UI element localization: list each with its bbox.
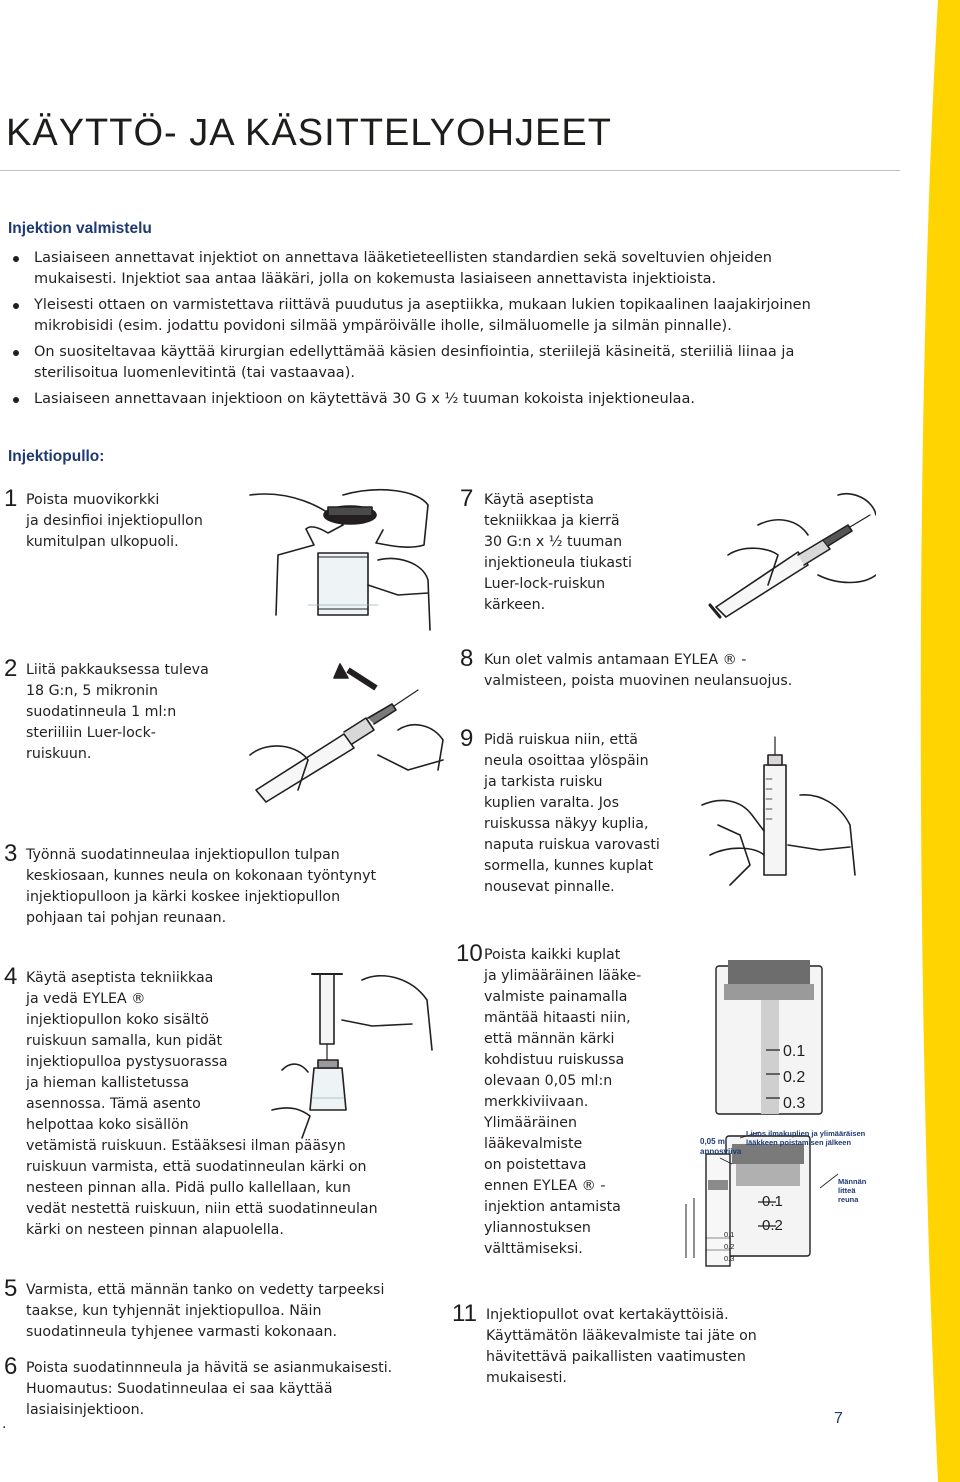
withdraw-dose-illustration — [242, 960, 442, 1140]
scale-small-2: 0.3 — [724, 1254, 735, 1263]
page-title: KÄYTTÖ- JA KÄSITTELYOHJEET — [6, 112, 612, 154]
step-number: 2 — [4, 655, 18, 682]
step-6 — [4, 1353, 444, 1421]
vial-cap-removal-illustration — [248, 485, 438, 635]
prep-bullet-text: Lasiaiseen annettavat injektiot on annettava lääketieteellisten standardien sekä soveltuvien ohjeiden mukaisesti. Injektiot saa antaa lääkäri, jolla on kokemusta lasiaiseen annettavista injektioista. — [34, 250, 772, 287]
scale-mid-1: 0.2 — [762, 1217, 783, 1234]
prep-bullet — [8, 295, 846, 337]
needle-attach-illustration — [698, 485, 876, 625]
step-text: Poista kaikki kuplat ja ylimääräinen lääke- valmiste painamalla mäntää hitaasti niin, että männän kärki kohdistuu ruiskussa olevaan 0,05 ml:n merkkiviivaan. Ylimääräinen lääkevalmiste on poistettava ennen EYLEA ® - injektion antamista yliannostuksen välttämiseksi. — [484, 947, 642, 1257]
stray-mark: . — [2, 1416, 7, 1432]
page-number: 7 — [834, 1410, 843, 1427]
step-text: Poista muovikorkki ja desinfioi injektiopullon kumitulpan ulkopuoli. — [26, 492, 203, 550]
bullet-dot — [13, 350, 19, 356]
step-text: Kun olet valmis antamaan EYLEA ® - valmisteen, poista muovinen neulansuojus. — [484, 652, 793, 689]
step-1 — [4, 485, 234, 553]
plunger-edge-label: reuna — [838, 1195, 859, 1204]
scale-big-0: 0.1 — [783, 1043, 806, 1060]
step-text: Käytä aseptista tekniikkaa ja kierrä 30 G:n x ½ tuuman injektioneula tiukasti Luer-lock-ruiskun kärkeen. — [484, 492, 632, 613]
step-10 — [456, 940, 676, 1260]
step-number: 1 — [4, 485, 18, 512]
title-divider — [0, 170, 900, 171]
prep-bullet-text: On suositeltavaa käyttää kirurgian edellyttämää käsien desinfiointia, steriilejä käsineitä, steriiliä liinaa ja sterilisoitua luomenlevitintä (tai vastaavaa). — [34, 344, 795, 381]
step-number: 11 — [452, 1300, 477, 1327]
step-number: 9 — [460, 725, 474, 752]
step-3 — [4, 840, 424, 929]
prep-bullet-list — [8, 248, 846, 415]
step-text: Liitä pakkauksessa tuleva 18 G:n, 5 mikronin suodatinneula 1 ml:n steriiliin Luer-lock- ruiskuun. — [26, 662, 209, 762]
step-number: 4 — [4, 963, 18, 990]
step-text: Injektiopullot ovat kertakäyttöisiä. Käyttämätön lääkevalmiste tai jäte on hävitettävä paikallisten vaatimusten mukaisesti. — [486, 1307, 757, 1386]
prep-bullet — [8, 342, 846, 384]
vial-heading: Injektiopullo: — [8, 448, 105, 465]
prep-bullet — [8, 389, 846, 410]
step-number: 6 — [4, 1353, 18, 1380]
step-text: Varmista, että männän tanko on vedetty tarpeeksi taakse, kun tyhjennät injektiopulloa. Näin suodatinneula tyhjenee varmasti kokonaan. — [26, 1282, 385, 1340]
scale-mid-0: 0.1 — [762, 1193, 783, 1210]
excess-label: Liuos ilmakuplien ja ylimääräisen — [746, 1129, 866, 1138]
step-7 — [460, 485, 660, 616]
step-11 — [452, 1300, 812, 1389]
scale-small-0: 0.1 — [724, 1230, 735, 1239]
step-5 — [4, 1275, 424, 1343]
bubble-check-illustration — [700, 735, 880, 895]
step-2 — [4, 655, 234, 765]
step-9 — [460, 725, 700, 898]
step-number: 10 — [456, 940, 483, 967]
excess-label: lääkkeen poistamisen jälkeen — [746, 1138, 852, 1147]
dose-label: 0,05 ml — [700, 1137, 728, 1146]
prep-bullet — [8, 248, 846, 290]
bullet-dot — [13, 303, 19, 309]
prep-bullet-text: Lasiaiseen annettavaan injektioon on käytettävä 30 G x ½ tuuman kokoista injektioneulaa. — [34, 391, 696, 407]
step-text: Pidä ruiskua niin, että neula osoittaa ylöspäin ja tarkista ruisku kuplien varalta. Jos ruiskussa näkyy kuplia, naputa ruiskua varovasti sormella, kunnes kuplat nousevat pinnalle. — [484, 732, 660, 895]
plunger-edge-label: Männän — [838, 1177, 867, 1186]
step-text: Käytä aseptista tekniikkaa ja vedä EYLEA ® injektiopullon koko sisältö ruiskuun samalla, kun pidät injektiopulloa pystysuorassa ja hieman kallistetussa asennossa. Tämä asento helpottaa koko sisällön vetämistä ruiskuun. Estääksesi ilman pääsyn ruiskuun varmista, että suodatinneulan kärki on nesteen pinnan alla. Pidä pullo kallellaan, kun vedät nestettä ruiskuun, niin että suodatinneulan kärki on nesteen pinnan alapuolella. — [26, 970, 378, 1238]
dose-line-illustration — [680, 958, 870, 1270]
bullet-dot — [13, 256, 19, 262]
step-8 — [460, 645, 900, 692]
scale-small-1: 0.2 — [724, 1242, 735, 1251]
prep-bullet-text: Yleisesti ottaen on varmistettava riittävä puudutus ja aseptiikka, mukaan lukien topikaalinen laajakirjoinen mikrobisidi (esim. jodattu povidoni silmää ympäröivälle iholle, silmäluomelle ja silmän pinnalle). — [34, 297, 811, 334]
step-text: Työnnä suodatinneulaa injektiopullon tulpan keskiosaan, kunnes neula on kokonaan työntynyt injektiopulloon ja kärki koskee injektiopullon pohjaan tai pohjan reunaan. — [26, 847, 377, 926]
filter-needle-attach-illustration — [248, 660, 448, 810]
plunger-edge-label: litteä — [838, 1186, 856, 1195]
step-number: 3 — [4, 840, 18, 867]
scale-big-1: 0.2 — [783, 1069, 806, 1086]
step-number: 5 — [4, 1275, 18, 1302]
step-number: 7 — [460, 485, 474, 512]
step-text: Poista suodatinnneula ja hävitä se asianmukaisesti. Huomautus: Suodatinneulaa ei saa käyttää lasiaisinjektioon. — [26, 1360, 393, 1418]
bullet-dot — [13, 397, 19, 403]
step-number: 8 — [460, 645, 474, 672]
dose-label: annosviiva — [700, 1147, 742, 1156]
scale-big-2: 0.3 — [783, 1095, 806, 1112]
prep-heading: Injektion valmistelu — [8, 220, 152, 237]
